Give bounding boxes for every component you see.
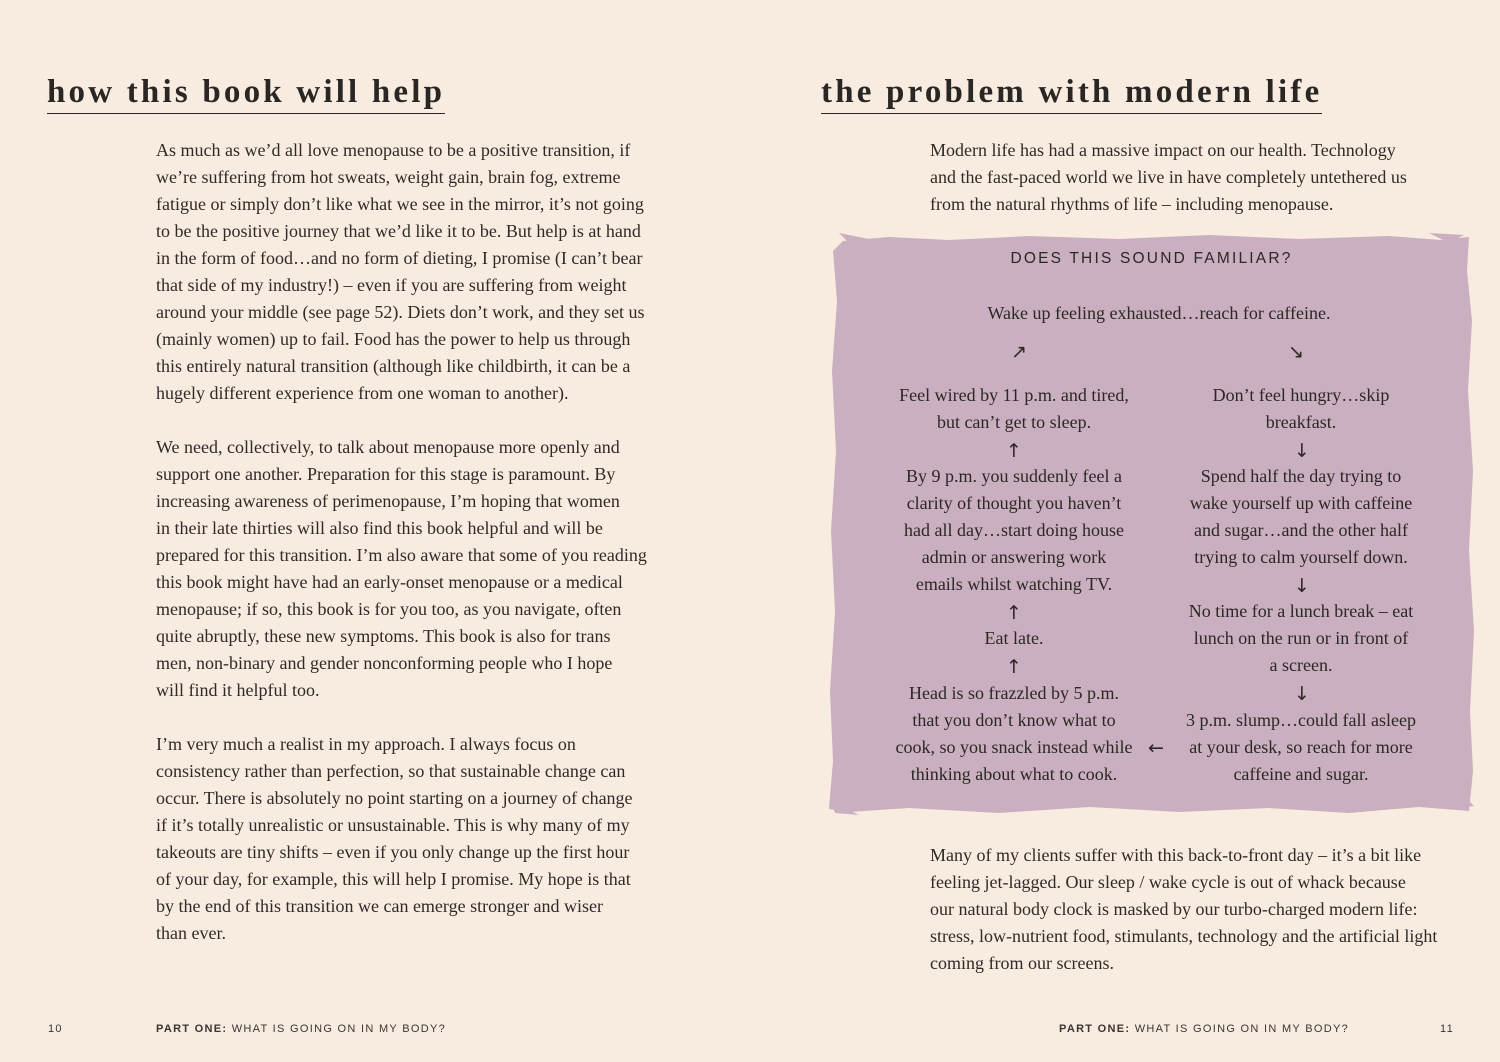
text-line: consistency rather than perfection, so that sustainable change can <box>156 761 626 781</box>
arrow-up-right-icon: ↗ <box>1011 341 1027 363</box>
left-step-4 <box>869 382 1159 436</box>
left-page-body <box>156 137 647 974</box>
arrow-up-icon: ↑ <box>1006 440 1022 462</box>
box-title: DOES THIS SOUND FAMILIAR? <box>1010 250 1293 267</box>
right-step-1 <box>1156 382 1446 436</box>
step-line: emails whilst watching TV. <box>915 574 1113 594</box>
text-line: in the form of food…and no form of dieting, I promise (I can’t bear <box>156 248 643 268</box>
cycle-callout-box <box>829 231 1474 815</box>
text-line: coming from our screens. <box>930 953 1114 973</box>
text-line: hugely different experience from one woman to another). <box>156 383 569 403</box>
text-line: feeling jet-lagged. Our sleep / wake cycle is out of whack because <box>930 872 1406 892</box>
step-line: Spend half the day trying to <box>1200 466 1402 486</box>
text-line: this entirely natural transition (although like childbirth, it can be a <box>156 356 631 376</box>
cycle-start-step <box>829 300 1489 327</box>
step-line: but can’t get to sleep. <box>936 412 1092 432</box>
arrow-up-icon: ↑ <box>1006 656 1022 678</box>
text-line: I’m very much a realist in my approach. I always focus on <box>156 734 576 754</box>
text-line: if it’s totally unrealistic or unsustainable. This is why many of my <box>156 815 630 835</box>
step-line: Eat late. <box>984 628 1044 648</box>
arrow-down-icon: ↓ <box>1294 575 1310 597</box>
left-step-3 <box>869 463 1159 598</box>
right-step-3 <box>1156 598 1446 679</box>
text-line: Many of my clients suffer with this back-to-front day – it’s a bit like <box>930 845 1422 865</box>
step-line: breakfast. <box>1265 412 1337 432</box>
step-line: No time for a lunch break – eat <box>1188 601 1414 621</box>
text-line: to be the positive journey that we’d like it to be. But help is at hand <box>156 221 641 241</box>
text-line: fatigue or simply don’t like what we see in the mirror, it’s not going <box>156 194 644 214</box>
text-line: stress, low-nutrient food, stimulants, technology and the artificial light <box>930 926 1438 946</box>
step-line: lunch on the run or in front of <box>1193 628 1409 648</box>
right-page-number: 11 <box>1440 1023 1455 1035</box>
text-line: As much as we’d all love menopause to be a positive transition, if <box>156 140 631 160</box>
footer-part-label: PART ONE: <box>156 1023 228 1035</box>
paragraph <box>156 731 647 947</box>
arrow-down-right-icon: ↘ <box>1288 341 1304 363</box>
step-line: Head is so frazzled by 5 p.m. <box>909 683 1119 703</box>
text-line: Modern life has had a massive impact on our health. Technology <box>930 140 1396 160</box>
paragraph <box>930 842 1437 977</box>
text-line: men, non-binary and gender nonconforming people who I hope <box>156 653 613 673</box>
arrow-left-icon: ← <box>1148 737 1164 759</box>
text-line: quite abruptly, these new symptoms. This book is also for trans <box>156 626 611 646</box>
text-line: from the natural rhythms of life – including menopause. <box>930 194 1334 214</box>
right-page-heading: the problem with modern life <box>821 76 1322 114</box>
footer-title: WHAT IS GOING ON IN MY BODY? <box>227 1023 447 1035</box>
text-line: takeouts are tiny shifts – even if you only change up the first hour <box>156 842 630 862</box>
step-line: had all day…start doing house <box>904 520 1124 540</box>
step-line: By 9 p.m. you suddenly feel a <box>906 466 1122 486</box>
text-line: menopause; if so, this book is for you too, as you navigate, often <box>156 599 622 619</box>
paragraph <box>156 434 647 704</box>
text-line: prepared for this transition. I’m also aware that some of you reading <box>156 545 647 565</box>
cycle-diagram <box>829 231 1474 815</box>
paragraph <box>930 137 1407 218</box>
text-line: by the end of this transition we can emerge stronger and wiser <box>156 896 604 916</box>
step-line: wake yourself up with caffeine <box>1189 493 1413 513</box>
text-line: we’re suffering from hot sweats, weight gain, brain fog, extreme <box>156 167 621 187</box>
left-step-1 <box>869 680 1159 788</box>
right-running-footer <box>1059 1023 1349 1035</box>
text-line: occur. There is absolutely no point starting on a journey of change <box>156 788 633 808</box>
footer-part-label: PART ONE: <box>1059 1023 1131 1035</box>
text-line: in their late thirties will also find this book helpful and will be <box>156 518 603 538</box>
step-line: admin or answering work <box>921 547 1107 567</box>
left-step-2 <box>869 625 1159 652</box>
right-page-intro <box>930 137 1407 218</box>
text-line: around your middle (see page 52). Diets don’t work, and they set us <box>156 302 645 322</box>
cycle-step-line: Wake up feeling exhausted…reach for caffeine. <box>987 303 1331 323</box>
step-line: Feel wired by 11 p.m. and tired, <box>899 385 1129 405</box>
left-page-heading: how this book will help <box>47 76 445 114</box>
step-line: caffeine and sugar. <box>1233 764 1369 784</box>
text-line: support one another. Preparation for this stage is paramount. By <box>156 464 616 484</box>
arrow-down-icon: ↓ <box>1294 683 1310 705</box>
text-line: than ever. <box>156 923 226 943</box>
step-line: that you don’t know what to <box>912 710 1116 730</box>
step-line: 3 p.m. slump…could fall asleep <box>1186 710 1416 730</box>
step-line: clarity of thought you haven’t <box>906 493 1122 513</box>
left-page-number: 10 <box>48 1023 63 1035</box>
text-line: that side of my industry!) – even if you are suffering from weight <box>156 275 627 295</box>
footer-title: WHAT IS GOING ON IN MY BODY? <box>1130 1023 1350 1035</box>
step-line: trying to calm yourself down. <box>1194 547 1408 567</box>
step-line: at your desk, so reach for more <box>1189 737 1413 757</box>
step-line: and sugar…and the other half <box>1194 520 1408 540</box>
arrow-down-icon: ↓ <box>1294 440 1310 462</box>
right-page-outro <box>930 842 1437 977</box>
text-line: of your day, for example, this will help I promise. My hope is that <box>156 869 631 889</box>
step-line: cook, so you snack instead while <box>895 737 1133 757</box>
text-line: will find it helpful too. <box>156 680 320 700</box>
text-line: (mainly women) up to fail. Food has the power to help us through <box>156 329 631 349</box>
text-line: our natural body clock is masked by our turbo-charged modern life: <box>930 899 1418 919</box>
step-line: a screen. <box>1269 655 1333 675</box>
right-step-2 <box>1156 463 1446 571</box>
paragraph <box>156 137 647 407</box>
step-line: Don’t feel hungry…skip <box>1212 385 1390 405</box>
text-line: and the fast-paced world we live in have completely untethered us <box>930 167 1407 187</box>
text-line: increasing awareness of perimenopause, I’m hoping that women <box>156 491 620 511</box>
text-line: We need, collectively, to talk about menopause more openly and <box>156 437 620 457</box>
left-running-footer <box>156 1023 446 1035</box>
text-line: this book might have had an early-onset menopause or a medical <box>156 572 623 592</box>
step-line: thinking about what to cook. <box>910 764 1118 784</box>
right-step-4 <box>1156 707 1446 788</box>
arrow-up-icon: ↑ <box>1006 602 1022 624</box>
